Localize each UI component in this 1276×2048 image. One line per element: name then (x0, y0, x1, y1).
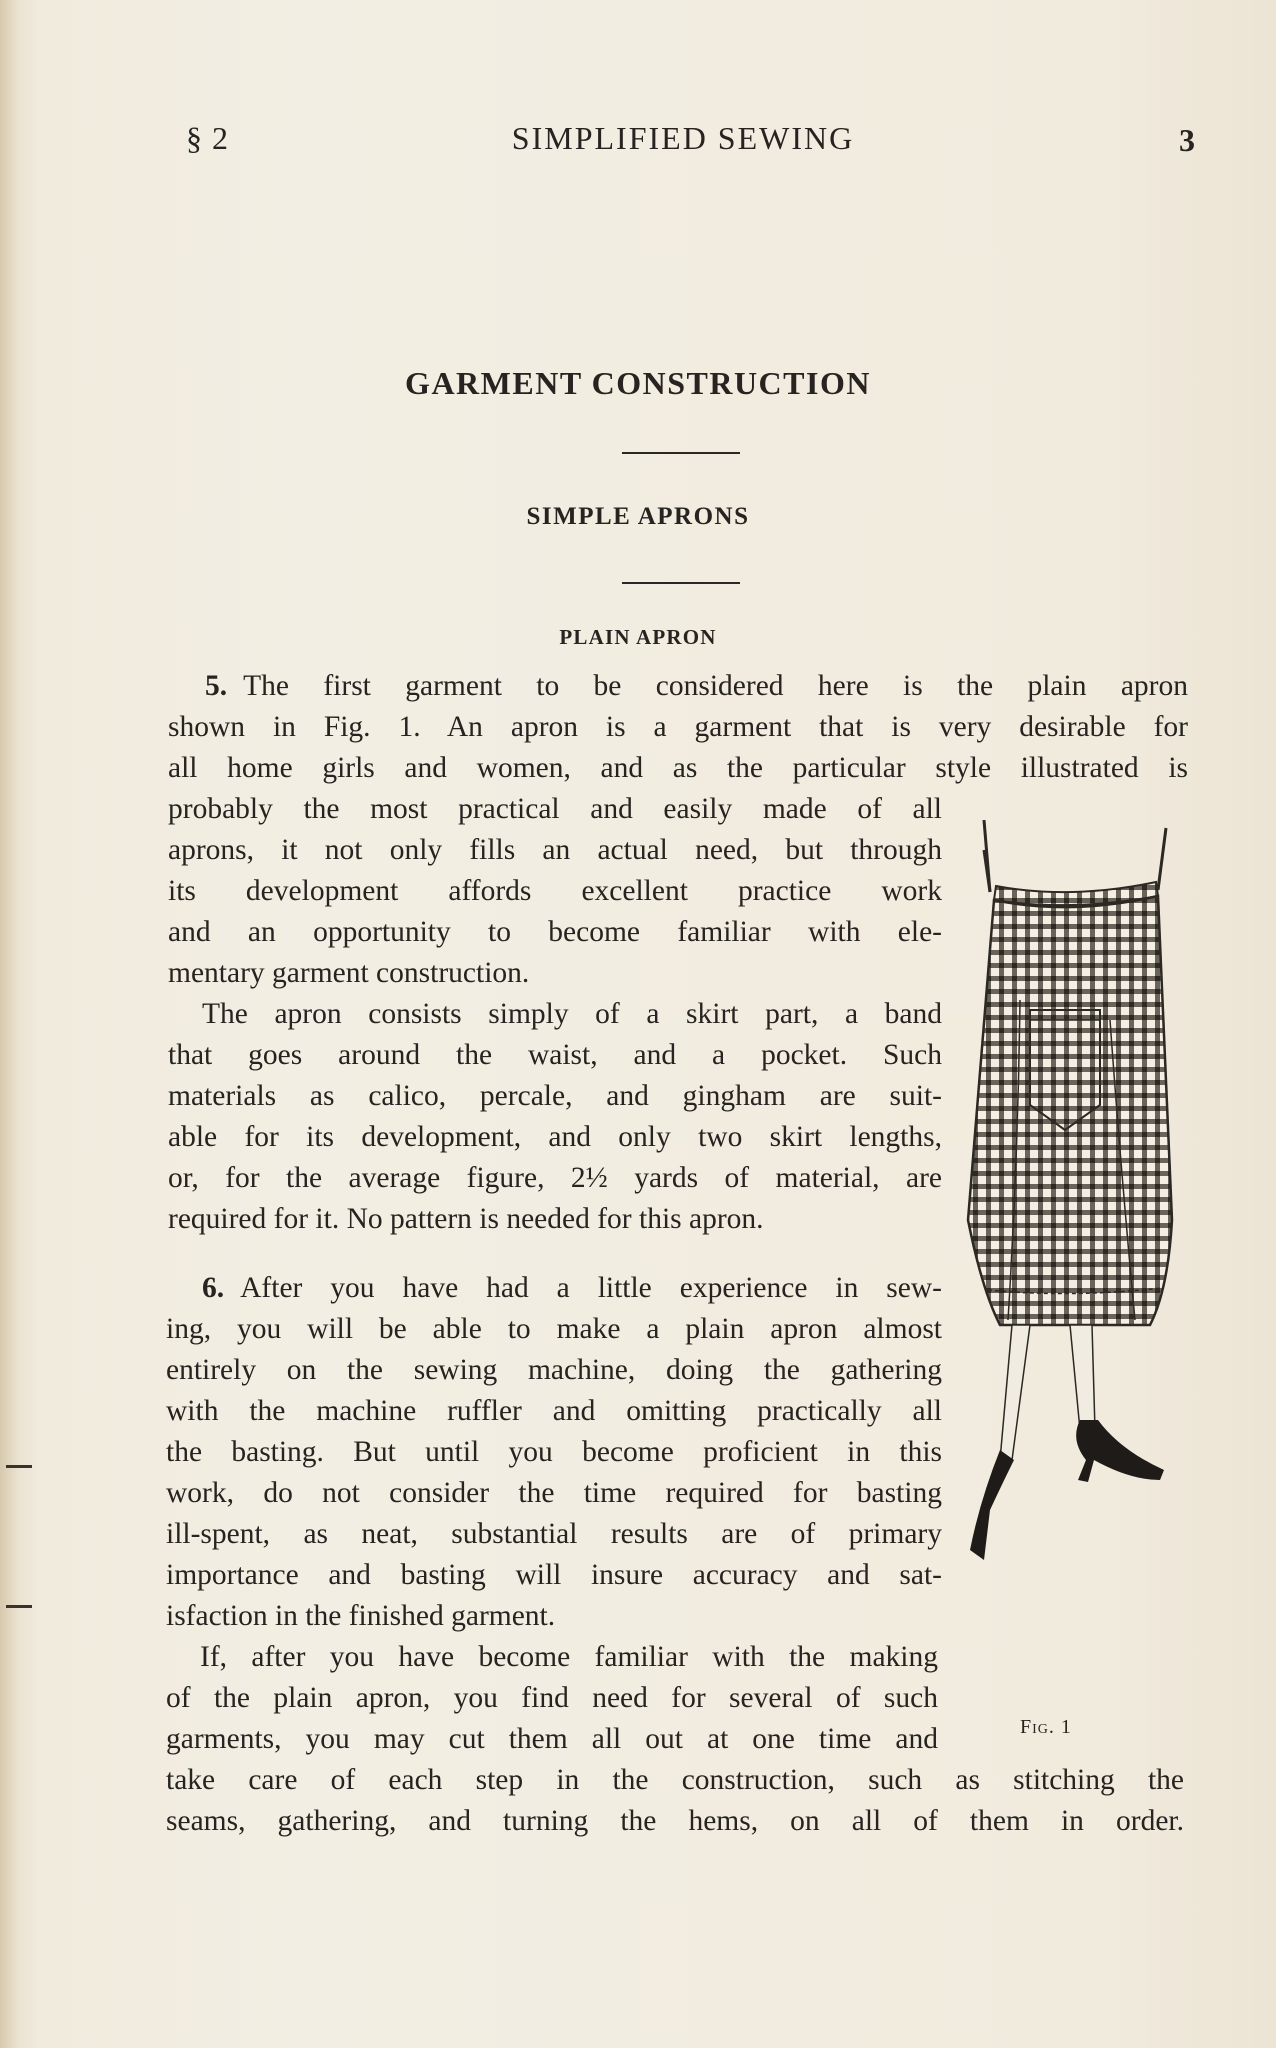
paragraph-5-line-7: and an opportunity to become familiar with ele- (168, 916, 942, 948)
paragraph-6-line-4: with the machine ruffler and omitting practically all (166, 1395, 942, 1427)
paragraph-5-line-1: 5. The first garment to be considered here is the plain apron (205, 670, 1188, 702)
plaid-apron-illustration-icon (960, 820, 1180, 1710)
paragraph-6-line-3: entirely on the sewing machine, doing the gathering (166, 1354, 942, 1386)
paragraph-5-line-5: aprons, it not only fills an actual need, but through (168, 834, 942, 866)
paragraph-6-line-2: ing, you will be able to make a plain apron almost (166, 1313, 942, 1345)
heading-rule-1 (622, 452, 740, 454)
section-mark: § 2 (186, 120, 229, 156)
paragraph-6-line-7: ill-spent, as neat, substantial results are of primary (166, 1518, 942, 1550)
paragraph-5b-line-2: that goes around the waist, and a pocket. Such (168, 1039, 942, 1071)
paragraph-6-line-8: importance and basting will insure accuracy and sat- (166, 1559, 942, 1591)
paragraph-5-line-4: probably the most practical and easily made of all (168, 793, 942, 825)
page-number: 3 (1179, 122, 1196, 158)
chapter-heading: GARMENT CONSTRUCTION (405, 365, 871, 401)
paragraph-6b-line-3: garments, you may cut them all out at one time and (166, 1723, 938, 1755)
paragraph-5b-line-6: required for it. No pattern is needed for this apron. (168, 1203, 764, 1235)
subsection-heading: PLAIN APRON (559, 625, 717, 649)
paragraph-6-line-1: 6. After you have had a little experience in sew- (202, 1272, 942, 1304)
figure-caption: Fig. 1 (1020, 1716, 1072, 1738)
paragraph-6-line-9: isfaction in the finished garment. (166, 1600, 556, 1632)
paragraph-number-5: 5. (205, 670, 228, 702)
paragraph-5b-line-1: The apron consists simply of a skirt part, a band (202, 998, 942, 1030)
binding-staple-bottom (6, 1605, 32, 1608)
paragraph-6b-line-4: take care of each step in the construction, such as stitching the (166, 1764, 1184, 1796)
paragraph-5-line-2: shown in Fig. 1. An apron is a garment that is very desirable for (168, 711, 1188, 743)
paragraph-6-line-5: the basting. But until you become proficient in this (166, 1436, 942, 1468)
paragraph-5-line-8: mentary garment construction. (168, 957, 530, 989)
paragraph-5b-line-3: materials as calico, percale, and gingham are suit- (168, 1080, 942, 1112)
running-title: SIMPLIFIED SEWING (511, 120, 855, 156)
paragraph-5b-line-5: or, for the average figure, 2½ yards of material, are (168, 1162, 942, 1194)
binding-staple-top (6, 1465, 32, 1468)
paragraph-6b-line-1: If, after you have become familiar with the making (200, 1641, 938, 1673)
paragraph-6-line-6: work, do not consider the time required for basting (166, 1477, 942, 1509)
running-header (170, 118, 1196, 158)
paragraph-number-6: 6. (202, 1272, 225, 1304)
paragraph-5-line-3: all home girls and women, and as the particular style illustrated is (168, 752, 1188, 784)
paragraph-5b-line-4: able for its development, and only two skirt lengths, (168, 1121, 942, 1153)
paragraph-5-line-6: its development affords excellent practice work (168, 875, 942, 907)
section-heading: SIMPLE APRONS (526, 503, 750, 530)
page-spine (0, 0, 18, 2048)
heading-rule-2 (622, 582, 740, 584)
paragraph-6b-line-5: seams, gathering, and turning the hems, on all of them in order. (166, 1805, 1184, 1837)
paragraph-6b-line-2: of the plain apron, you find need for several of such (166, 1682, 938, 1714)
